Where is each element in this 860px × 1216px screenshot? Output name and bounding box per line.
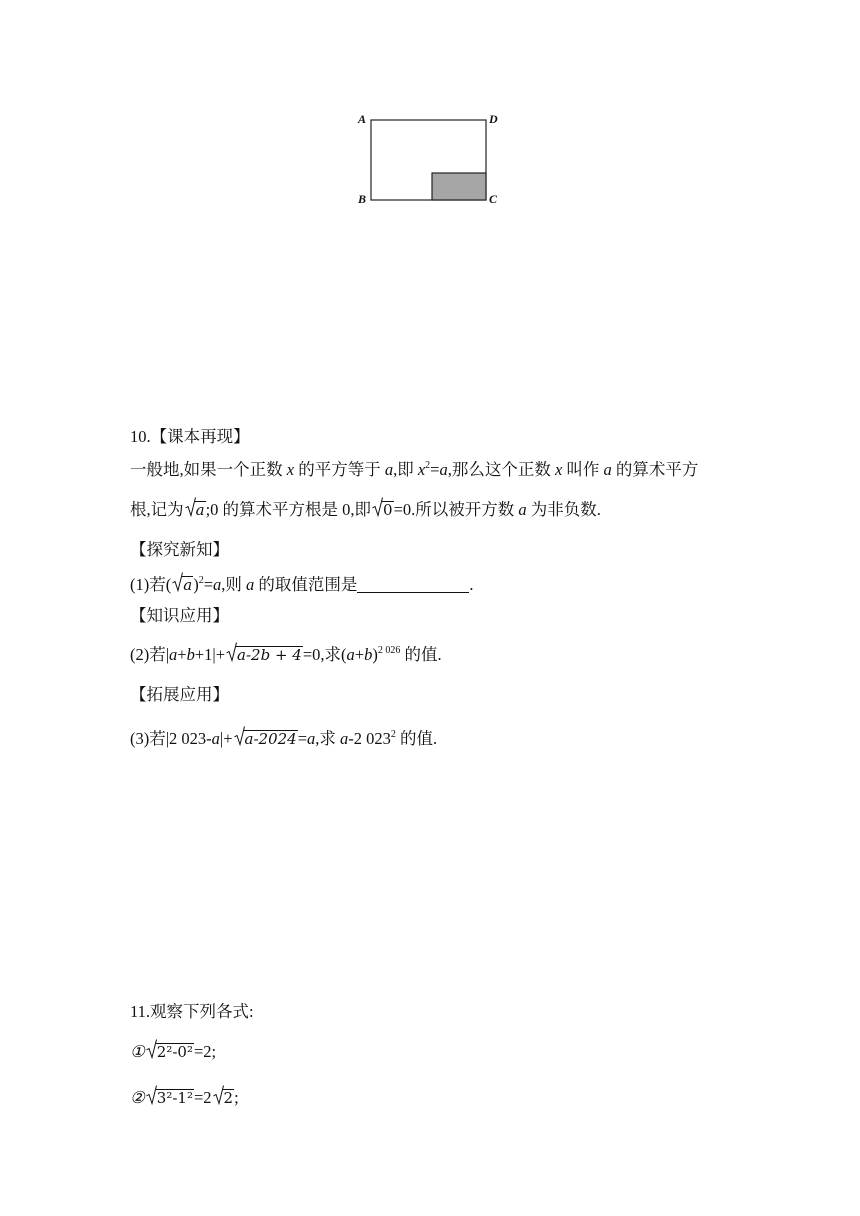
q10-heading-apply: 【知识应用】	[130, 606, 229, 625]
sqrt-expression: a-2b + 4	[226, 643, 303, 667]
sqrt-expression: 3²-1²	[146, 1086, 194, 1110]
q10-part-1: (1)若( a)$^2$=a,则 a 的取值范围是 .	[130, 573, 474, 597]
vertex-d-label: D	[489, 112, 498, 126]
q10-part-3: (3)若|2 023-a|+ a-2024=a,求 a-2 $023^2$ 的值.	[130, 727, 437, 751]
vertex-c-label: C	[489, 192, 498, 206]
q11-item-1: ① 2²-0²=2;	[130, 1040, 216, 1064]
rectangle-abcd-figure	[350, 108, 510, 212]
q10-heading-explore: 【探究新知】	[130, 540, 229, 559]
q10-part-2: (2)若|a+b+1|+ a-2b + 4=0,求$(a+b)^{2 026}$ 的值.	[130, 643, 442, 667]
sqrt-expression: 2²-0²	[146, 1040, 194, 1064]
q10-definition-line-2: 根,记为 a;0 的算术平方根是 0,即 0=0.所以被开方数 a 为非负数.	[130, 498, 601, 522]
q10-definition-line-1: 一般地,如果一个正数 x 的平方等于 a,即 $x^2=a$,那么这个正数 x 叫作 a 的算术平方	[130, 460, 699, 479]
sqrt-a: a	[172, 573, 193, 597]
q11-item-2: ② 3²-1²=2 2;	[130, 1086, 239, 1110]
vertex-a-label: A	[358, 112, 367, 126]
sqrt-zero: 0	[372, 498, 394, 522]
shaded-small-rectangle	[432, 173, 486, 200]
answer-blank[interactable]	[357, 576, 469, 593]
q11-title: 11.观察下列各式:	[130, 1002, 254, 1021]
sqrt-a: a	[185, 498, 206, 522]
sqrt-expression: a-2024	[234, 727, 298, 751]
vertex-b-label: B	[358, 192, 367, 206]
sqrt-two: 2	[213, 1086, 235, 1110]
q10-title: 10.【课本再现】	[130, 427, 250, 446]
q10-heading-extend: 【拓展应用】	[130, 685, 229, 704]
